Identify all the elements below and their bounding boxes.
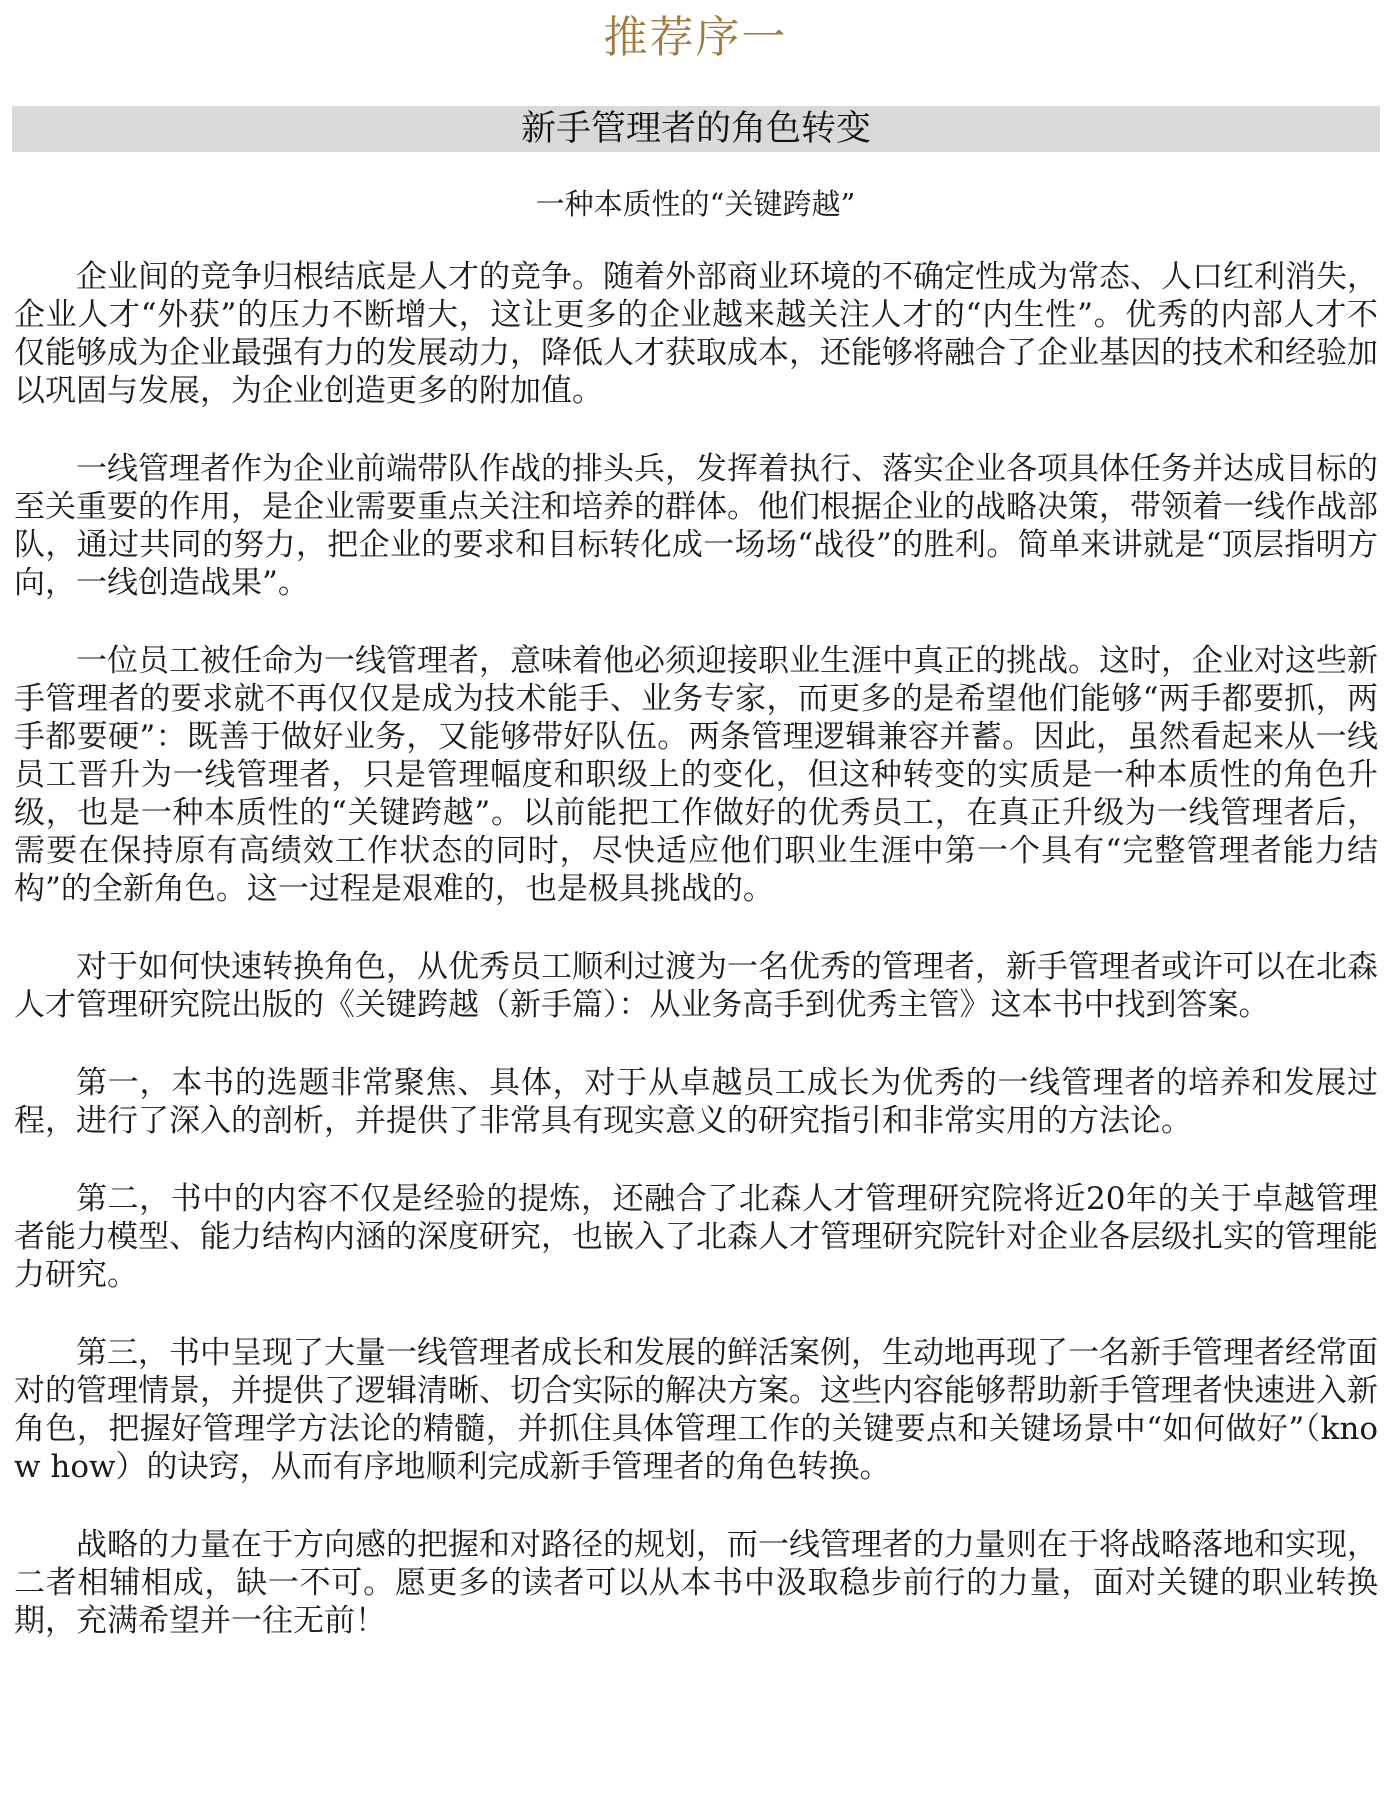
paragraph-7: 第三，书中呈现了大量一线管理者成长和发展的鲜活案例，生动地再现了一名新手管理者经常面对的管理情景，并提供了逻辑清晰、切合实际的解决方案。这些内容能够帮助新手管理者快速进入新角色，把握好管理学方法论的精髓，并抓住具体管理工作的关键要点和关键场景中“如何做好”（know how）的诀窍，从而有序地顺利完成新手管理者的角色转换。	[14, 1335, 1378, 1485]
paragraph-8: 战略的力量在于方向感的把握和对路径的规划，而一线管理者的力量则在于将战略落地和实现，二者相辅相成，缺一不可。愿更多的读者可以从本书中汲取稳步前行的力量，面对关键的职业转换期，充满希望并一往无前！	[14, 1527, 1378, 1639]
body-text	[14, 258, 1378, 1640]
paragraph-5: 第一，本书的选题非常聚焦、具体，对于从卓越员工成长为优秀的一线管理者的培养和发展过程，进行了深入的剖析，并提供了非常具有现实意义的研究指引和非常实用的方法论。	[14, 1065, 1378, 1139]
paragraph-2: 一线管理者作为企业前端带队作战的排头兵，发挥着执行、落实企业各项具体任务并达成目标的至关重要的作用，是企业需要重点关注和培养的群体。他们根据企业的战略决策，带领着一线作战部队，通过共同的努力，把企业的要求和目标转化成一场场“战役”的胜利。简单来讲就是“顶层指明方向，一线创造战果”。	[14, 451, 1378, 601]
paragraph-3: 一位员工被任命为一线管理者，意味着他必须迎接职业生涯中真正的挑战。这时，企业对这些新手管理者的要求就不再仅仅是成为技术能手、业务专家，而更多的是希望他们能够“两手都要抓，两手都要硬”：既善于做好业务，又能够带好队伍。两条管理逻辑兼容并蓄。因此，虽然看起来从一线员工晋升为一线管理者，只是管理幅度和职级上的变化，但这种转变的实质是一种本质性的角色升级，也是一种本质性的“关键跨越”。以前能把工作做好的优秀员工，在真正升级为一线管理者后，需要在保持原有高绩效工作状态的同时，尽快适应他们职业生涯中第一个具有“完整管理者能力结构”的全新角色。这一过程是艰难的，也是极具挑战的。	[14, 643, 1378, 907]
paragraph-6: 第二，书中的内容不仅是经验的提炼，还融合了北森人才管理研究院将近20年的关于卓越管理者能力模型、能力结构内涵的深度研究，也嵌入了北森人才管理研究院针对企业各层级扎实的管理能力研究。	[14, 1181, 1378, 1293]
paragraph-1: 企业间的竞争归根结底是人才的竞争。随着外部商业环境的不确定性成为常态、人口红利消失，企业人才“外获”的压力不断增大，这让更多的企业越来越关注人才的“内生性”。优秀的内部人才不仅能够成为企业最强有力的发展动力，降低人才获取成本，还能够将融合了企业基因的技术和经验加以巩固与发展，为企业创造更多的附加值。	[14, 259, 1378, 409]
preface-heading: 推荐序一	[603, 12, 788, 63]
paragraph-4: 对于如何快速转换角色，从优秀员工顺利过渡为一名优秀的管理者，新手管理者或许可以在北森人才管理研究院出版的《关键跨越（新手篇）：从业务高手到优秀主管》这本书中找到答案。	[14, 949, 1378, 1023]
section-subtitle: 一种本质性的“关键跨越”	[535, 187, 856, 221]
section-title-banner: 新手管理者的角色转变	[12, 106, 1380, 152]
